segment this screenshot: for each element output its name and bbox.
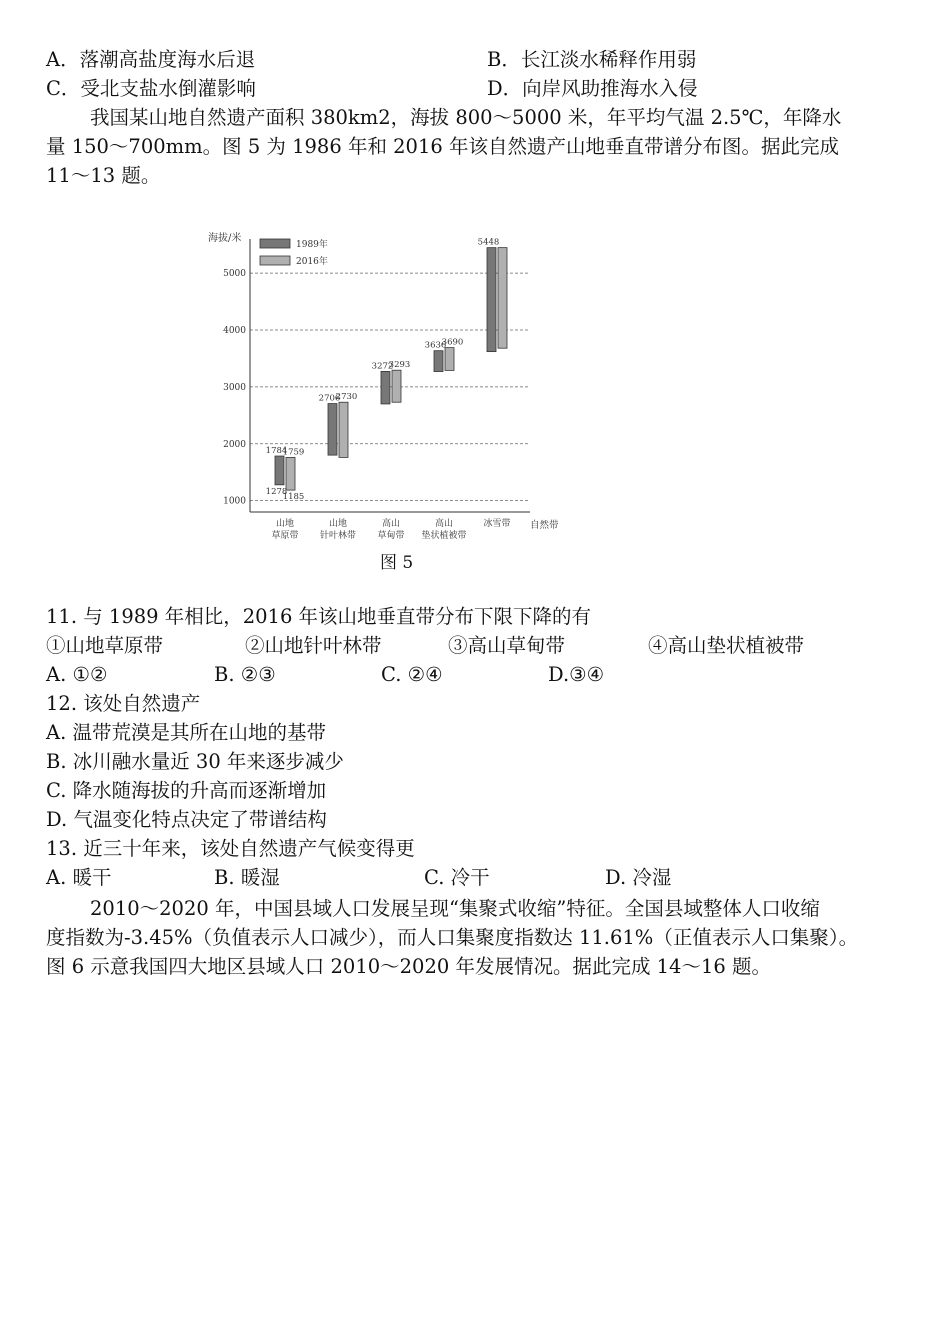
option-b: B．长江淡水稀释作用弱	[487, 48, 697, 71]
q12-option-b: B. 冰川融水量近 30 年来逐步减少	[46, 750, 344, 773]
legend-swatch	[260, 239, 290, 248]
legend-label: 2016年	[296, 257, 328, 267]
data-label: 1759	[282, 447, 305, 458]
range-bar	[275, 456, 284, 485]
q11-option-c: C. ②④	[381, 663, 443, 686]
q13-option-b: B. 暖湿	[214, 866, 280, 889]
option-d: D．向岸风助推海水入侵	[487, 77, 698, 100]
category-label: 针叶林带	[319, 531, 357, 541]
intro1-line1: 我国某山地自然遗产面积 380km2，海拔 800～5000 米，年平均气温 2.5℃，年降水	[90, 106, 842, 129]
intro2-line3: 图 6 示意我国四大地区县域人口 2010～2020 年发展情况。据此完成 14～16 题。	[46, 955, 771, 978]
q11-option-a: A. ①②	[46, 663, 108, 686]
category-label: 高山	[381, 519, 401, 529]
q12-option-d: D. 气温变化特点决定了带谱结构	[46, 808, 327, 831]
category-label: 草甸带	[377, 531, 405, 541]
intro1-line2: 量 150～700mm。图 5 为 1986 年和 2016 年该自然遗产山地垂直带谱分布图。据此完成	[46, 135, 839, 158]
legend-label: 1989年	[296, 240, 328, 250]
range-bar	[498, 248, 507, 349]
data-label: 5448	[477, 237, 500, 248]
range-bar	[381, 371, 390, 404]
option-a: A．落潮高盐度海水后退	[46, 48, 256, 71]
y-tick-label: 5000	[223, 269, 246, 280]
figure-5	[200, 225, 580, 575]
q12-option-c: C. 降水随海拔的升高而逐渐增加	[46, 779, 327, 802]
q11-item-2: ②山地针叶林带	[245, 634, 382, 657]
y-tick-label: 4000	[223, 326, 246, 336]
q13-option-a: A. 暖干	[46, 866, 112, 889]
q11-item-1: ①山地草原带	[46, 634, 164, 657]
range-bar	[434, 351, 443, 372]
data-label: 3272	[371, 361, 394, 372]
range-bar	[328, 404, 337, 456]
category-label: 草原带	[271, 531, 299, 541]
data-label: 3293	[388, 360, 411, 371]
category-label: 垫状植被带	[421, 531, 467, 541]
y-axis-label: 海拔/米	[208, 233, 242, 244]
category-label: 冰雪带	[483, 519, 511, 529]
q11-item-4: ④高山垫状植被带	[648, 634, 805, 657]
q13-option-d: D. 冷湿	[605, 866, 672, 889]
q11-stem: 11. 与 1989 年相比，2016 年该山地垂直带分布下限下降的有	[46, 605, 592, 628]
range-bar	[392, 370, 401, 402]
category-label: 山地	[275, 519, 295, 529]
intro2-line2: 度指数为-3.45%（负值表示人口减少），而人口集聚度指数达 11.61%（正值表示人口集聚）。	[46, 926, 859, 949]
y-tick-label: 3000	[223, 382, 246, 393]
range-bar	[445, 348, 454, 371]
q12-stem: 12. 该处自然遗产	[46, 692, 201, 715]
q11-option-b: B. ②③	[214, 663, 276, 686]
figure-caption: 图 5	[380, 553, 414, 573]
data-label: 1185	[282, 492, 305, 503]
data-label: 2730	[335, 392, 358, 403]
range-bar	[487, 248, 496, 352]
y-tick-label: 1000	[223, 496, 246, 507]
y-tick-label: 2000	[223, 439, 246, 450]
intro1-line3: 11～13 题。	[46, 164, 161, 187]
range-bar	[339, 402, 348, 457]
vertical-zone-chart	[200, 225, 580, 545]
range-bar	[286, 457, 295, 490]
q13-option-c: C. 冷干	[424, 866, 490, 889]
q11-item-3: ③高山草甸带	[448, 634, 566, 657]
data-label: 3690	[441, 337, 464, 348]
data-label: 3636	[424, 340, 447, 351]
category-label: 高山	[434, 519, 454, 529]
data-label: 2706	[318, 393, 341, 404]
q13-stem: 13. 近三十年来，该处自然遗产气候变得更	[46, 837, 415, 860]
category-label: 山地	[328, 519, 348, 529]
data-label: 1278	[265, 486, 288, 497]
q12-option-a: A. 温带荒漠是其所在山地的基带	[46, 721, 326, 744]
option-c: C．受北支盐水倒灌影响	[46, 77, 256, 100]
intro2-line1: 2010～2020 年，中国县域人口发展呈现“集聚式收缩”特征。全国县域整体人口收缩	[90, 897, 820, 920]
data-label: 1784	[265, 446, 288, 457]
q11-option-d: D.③④	[548, 663, 605, 686]
legend-swatch	[260, 256, 290, 265]
x-axis-label: 自然带	[530, 520, 559, 531]
